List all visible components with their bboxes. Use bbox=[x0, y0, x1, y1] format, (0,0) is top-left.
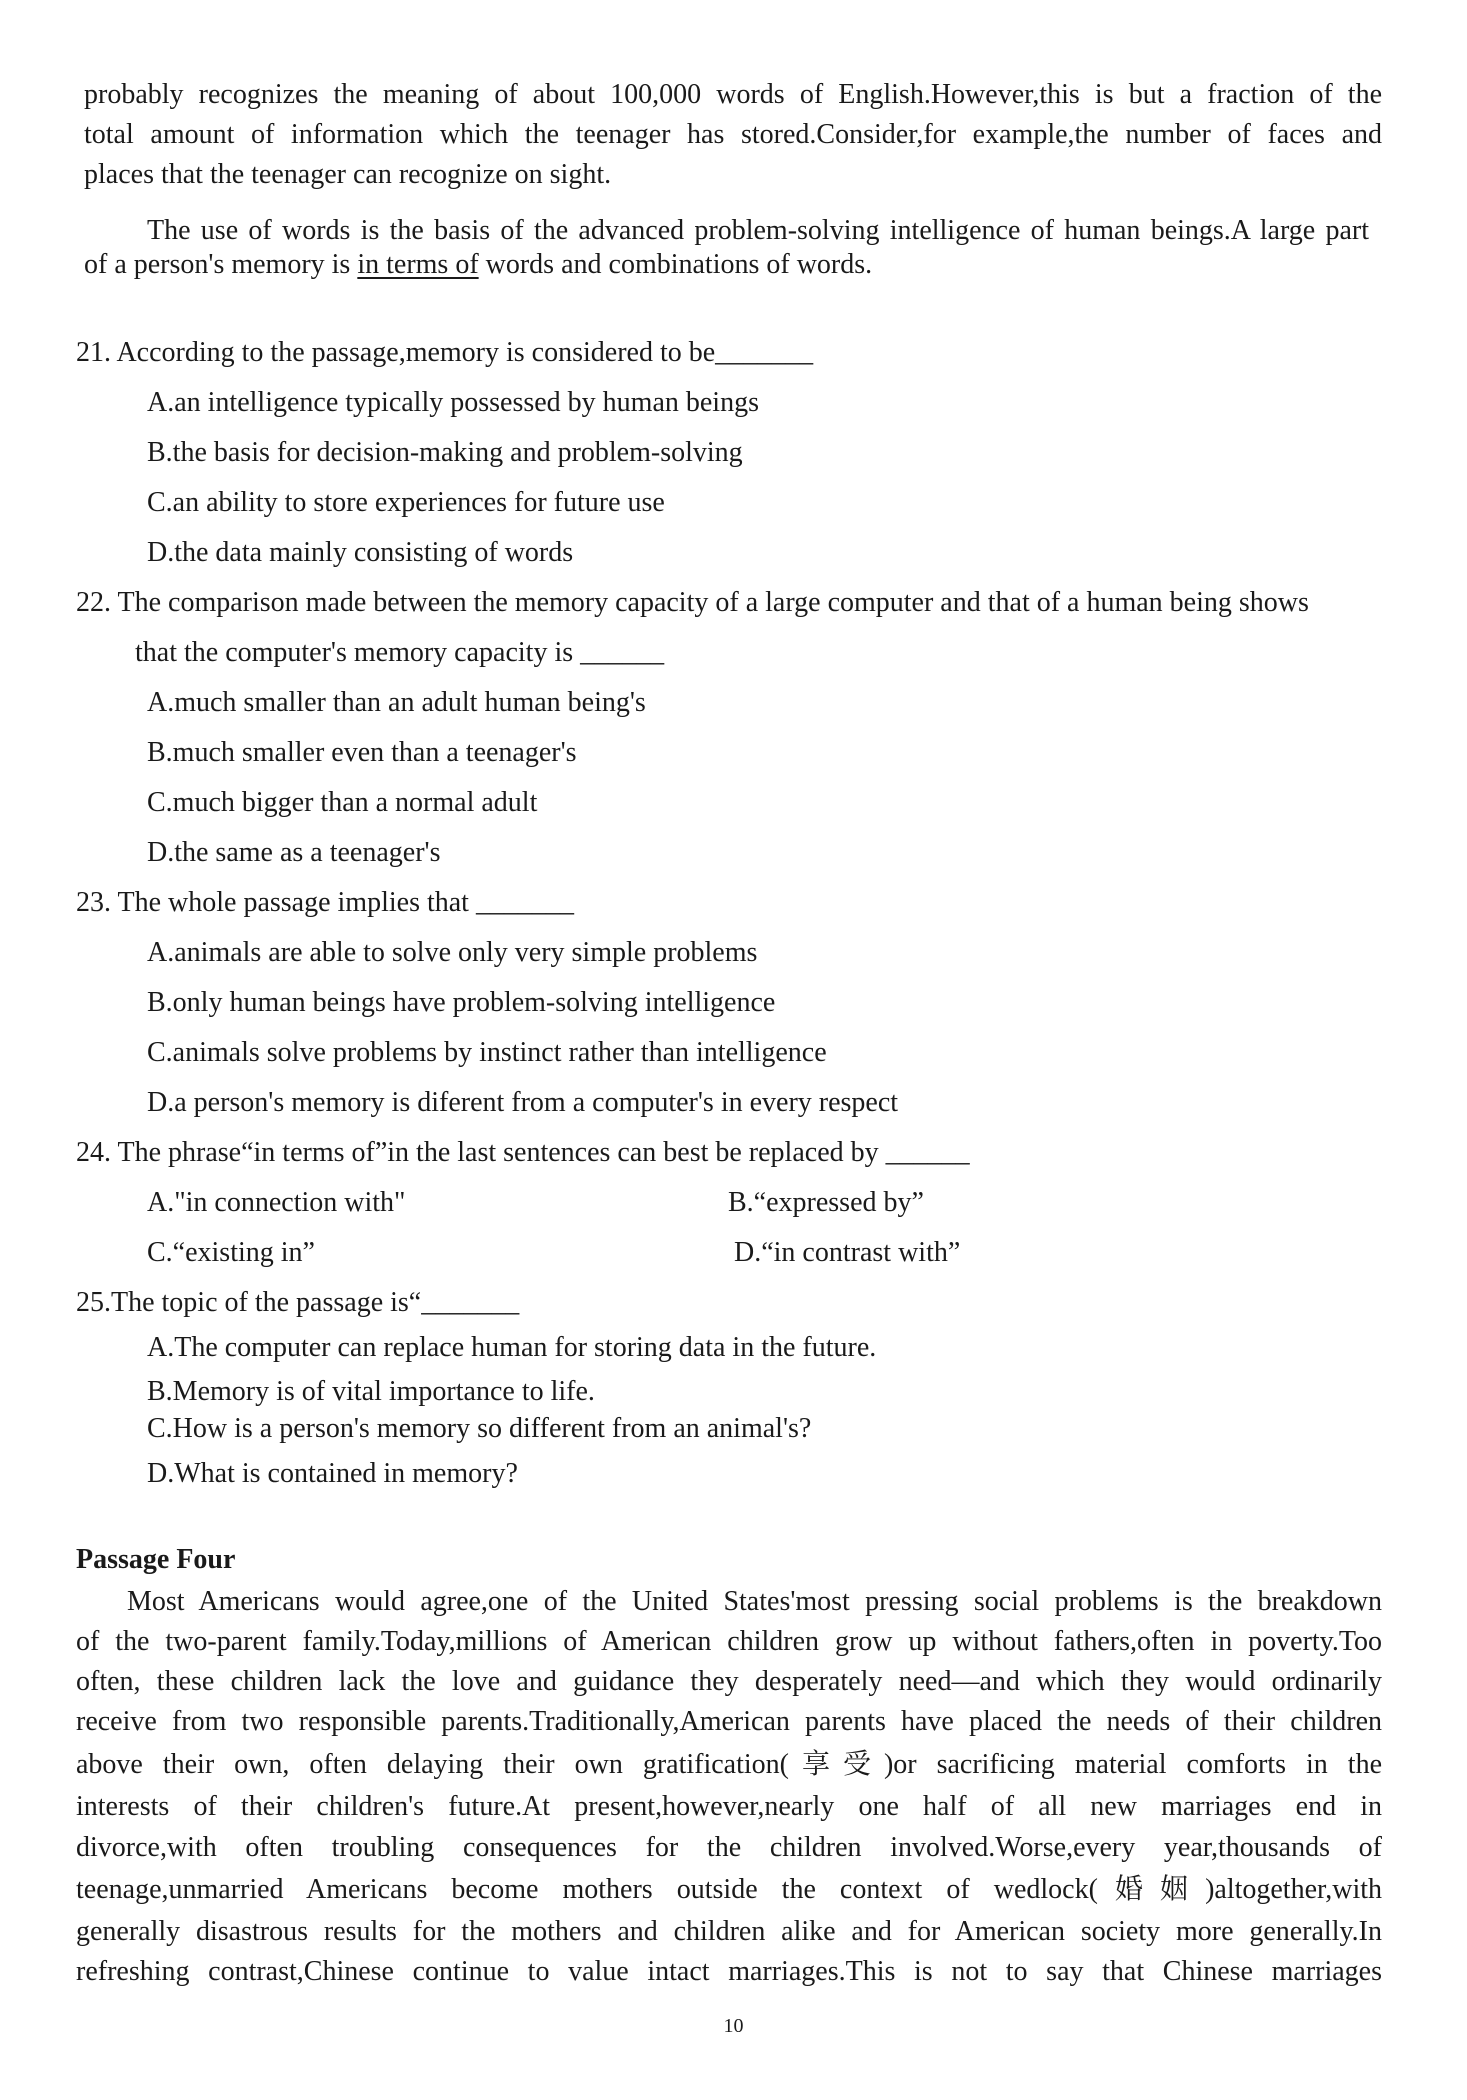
option-b: B.only human beings have problem-solving intelligence bbox=[147, 987, 776, 1018]
paragraph-line: total amount of information which the teenager has stored.Consider,for example,the number of faces and bbox=[84, 119, 1382, 150]
page-number: 10 bbox=[723, 2015, 744, 2037]
option-d: D.the same as a teenager's bbox=[147, 837, 441, 868]
underlined-phrase: in terms of bbox=[357, 249, 479, 280]
option-c: C.animals solve problems by instinct rather than intelligence bbox=[147, 1037, 827, 1068]
paragraph-line: of the two-parent family.Today,millions of American children grow up without fathers,often in poverty.Too bbox=[76, 1626, 1382, 1657]
option-d: D.What is contained in memory? bbox=[147, 1458, 518, 1489]
question-stem: 25.The topic of the passage is“_______ bbox=[76, 1287, 520, 1318]
option-d: D.a person's memory is diferent from a computer's in every respect bbox=[147, 1087, 899, 1118]
paragraph-line bbox=[84, 248, 872, 282]
option-c: C.much bigger than a normal adult bbox=[147, 787, 538, 818]
paragraph-line: generally disastrous results for the mothers and children alike and for American society more generally.In bbox=[76, 1916, 1382, 1947]
option-c: C.How is a person's memory so different from an animal's? bbox=[147, 1413, 812, 1444]
question-stem: 21. According to the passage,memory is considered to be_______ bbox=[76, 337, 814, 368]
option-c: C.an ability to store experiences for future use bbox=[147, 487, 665, 518]
option-d: D.the data mainly consisting of words bbox=[147, 537, 574, 568]
paragraph-line: above their own, often delaying their own gratification(享受)or sacrificing material comforts in the bbox=[76, 1749, 1382, 1780]
paragraph-line: often, these children lack the love and guidance they desperately need—and which they would ordinarily bbox=[76, 1666, 1382, 1697]
paragraph-line: places that the teenager can recognize on sight. bbox=[84, 159, 612, 190]
option-d: D.“in contrast with” bbox=[734, 1237, 961, 1268]
option-a: A.much smaller than an adult human being's bbox=[147, 687, 646, 718]
option-a: A."in connection with" bbox=[147, 1187, 406, 1218]
option-a: A.animals are able to solve only very simple problems bbox=[147, 937, 758, 968]
option-b: B.much smaller even than a teenager's bbox=[147, 737, 577, 768]
paragraph-line: probably recognizes the meaning of about 100,000 words of English.However,this is but a fraction of the bbox=[84, 79, 1382, 110]
paragraph-text: of a person's memory is bbox=[84, 249, 358, 280]
option-b: B.“expressed by” bbox=[728, 1187, 924, 1218]
section-heading: Passage Four bbox=[76, 1544, 236, 1575]
option-c: C.“existing in” bbox=[147, 1237, 315, 1268]
paragraph-line: refreshing contrast,Chinese continue to value intact marriages.This is not to say that Chinese marriages bbox=[76, 1956, 1382, 1987]
option-b: B.the basis for decision-making and problem-solving bbox=[147, 437, 743, 468]
paragraph-line: divorce,with often troubling consequences for the children involved.Worse,every year,thousands of bbox=[76, 1832, 1382, 1863]
option-a: A.an intelligence typically possessed by human beings bbox=[147, 387, 759, 418]
option-a: A.The computer can replace human for storing data in the future. bbox=[147, 1332, 877, 1363]
paragraph-line: Most Americans would agree,one of the United States'most pressing social problems is the breakdown bbox=[127, 1586, 1382, 1617]
question-stem: 24. The phrase“in terms of”in the last sentences can best be replaced by ______ bbox=[76, 1137, 970, 1168]
question-stem: 22. The comparison made between the memory capacity of a large computer and that of a human being shows bbox=[76, 587, 1309, 618]
paragraph-text: words and combinations of words. bbox=[478, 249, 873, 280]
paragraph-line: receive from two responsible parents.Traditionally,American parents have placed the needs of their children bbox=[76, 1706, 1382, 1737]
paragraph-line: The use of words is the basis of the advanced problem-solving intelligence of human beings.A large part bbox=[147, 215, 1369, 246]
paragraph-line: interests of their children's future.At present,however,nearly one half of all new marriages end in bbox=[76, 1791, 1382, 1822]
question-stem: 23. The whole passage implies that _______ bbox=[76, 887, 574, 918]
option-b: B.Memory is of vital importance to life. bbox=[147, 1376, 595, 1407]
paragraph-line: teenage,unmarried Americans become mothers outside the context of wedlock(婚姻)altogether,with bbox=[76, 1874, 1382, 1905]
question-stem-continued: that the computer's memory capacity is ______ bbox=[135, 637, 665, 668]
